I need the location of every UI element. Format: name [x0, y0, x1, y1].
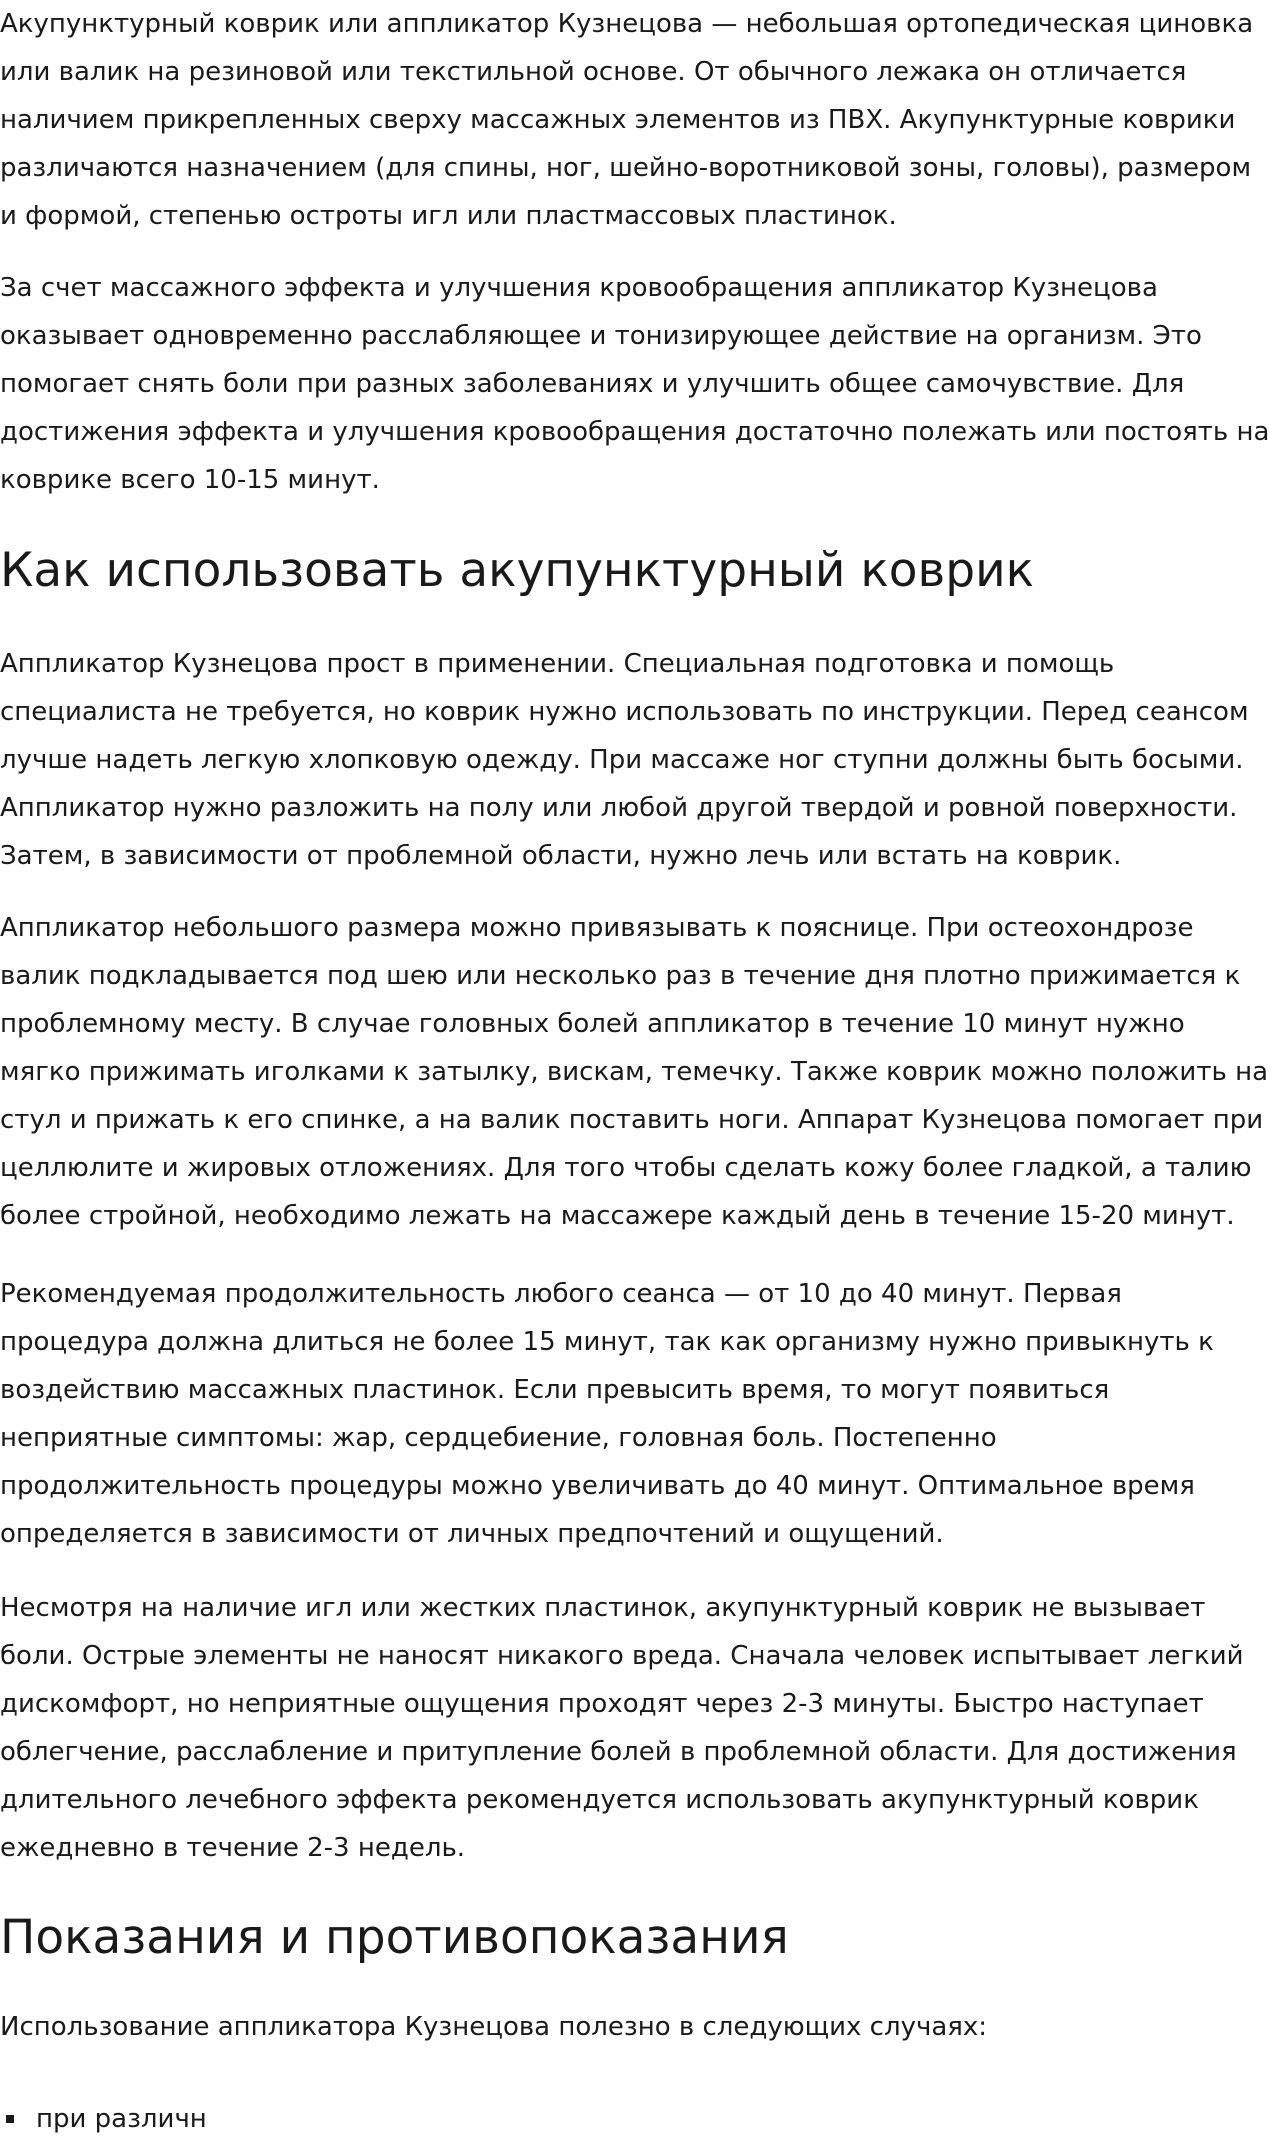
section-heading-usage: Как использовать акупунктурный коврик — [0, 543, 1034, 598]
paragraph-usage-2: Аппликатор небольшого размера можно привязывать к пояснице. При остеохондрозе валик подкладывается под шею или несколько раз в течение дня плотно прижимается к проблемному месту. В случае головных болей аппликатор в течение 10 минут нужно мягко прижимать иголками к затылку, вискам, темечку. Также коврик можно положить на стул и прижать к его спинке, а на валик поставить ноги. Аппарат Кузнецова помогает при целлюлите и жировых отложениях. Для того чтобы сделать кожу более гладкой, а талию более стройной, необходимо лежать на массажере каждый день в течение 15-20 минут. — [0, 913, 1268, 1231]
section-heading-indications: Показания и противопоказания — [0, 1910, 789, 1965]
paragraph-usage-1: Аппликатор Кузнецова прост в применении. Специальная подготовка и помощь специалиста не требуется, но коврик нужно использовать по инструкции. Перед сеансом лучше надеть легкую хлопковую одежду. При массаже ног ступни должны быть босыми. Аппликатор нужно разложить на полу или любой другой твердой и ровной поверхности. Затем, в зависимости от проблемной области, нужно лечь или встать на коврик. — [0, 649, 1249, 871]
list-item — [0, 2095, 207, 2143]
paragraph-intro-1: Акупунктурный коврик или аппликатор Кузнецова — небольшая ортопедическая циновка или валик на резиновой или текстильной основе. От обычного лежака он отличается наличием прикрепленных сверху массажных элементов из ПВХ. Акупунктурные коврики различаются назначением (для спины, ног, шейно-воротниковой зоны, головы), размером и формой, степенью остроты игл или пластмассовых пластинок. — [0, 9, 1254, 231]
square-bullet-icon — [6, 2115, 14, 2123]
paragraph-usage-4: Несмотря на наличие игл или жестких пластинок, акупунктурный коврик не вызывает боли. Острые элементы не наносят никакого вреда. Сначала человек испытывает легкий дискомфорт, но неприятные ощущения проходят через 2-3 минуты. Быстро наступает облегчение, расслабление и притупление болей в проблемной области. Для достижения длительного лечебного эффекта рекомендуется использовать акупунктурный коврик ежедневно в течение 2-3 недель. — [0, 1593, 1244, 1863]
paragraph-usage-3: Рекомендуемая продолжительность любого сеанса — от 10 до 40 минут. Первая процедура должна длиться не более 15 минут, так как организму нужно привыкнуть к воздействию массажных пластинок. Если превысить время, то могут появиться неприятные симптомы: жар, сердцебиение, головная боль. Постепенно продолжительность процедуры можно увеличивать до 40 минут. Оптимальное время определяется в зависимости от личных предпочтений и ощущений. — [0, 1279, 1214, 1549]
paragraph-indications-intro: Использование аппликатора Кузнецова полезно в следующих случаях: — [0, 2012, 988, 2042]
indications-list — [0, 2095, 207, 2143]
paragraph-intro-2: За счет массажного эффекта и улучшения кровообращения аппликатор Кузнецова оказывает одновременно расслабляющее и тонизирующее действие на организм. Это помогает снять боли при разных заболеваниях и улучшить общее самочувствие. Для достижения эффекта и улучшения кровообращения достаточно полежать или постоять на коврике всего 10-15 минут. — [0, 273, 1270, 495]
list-item-text: при различн — [36, 2104, 207, 2134]
